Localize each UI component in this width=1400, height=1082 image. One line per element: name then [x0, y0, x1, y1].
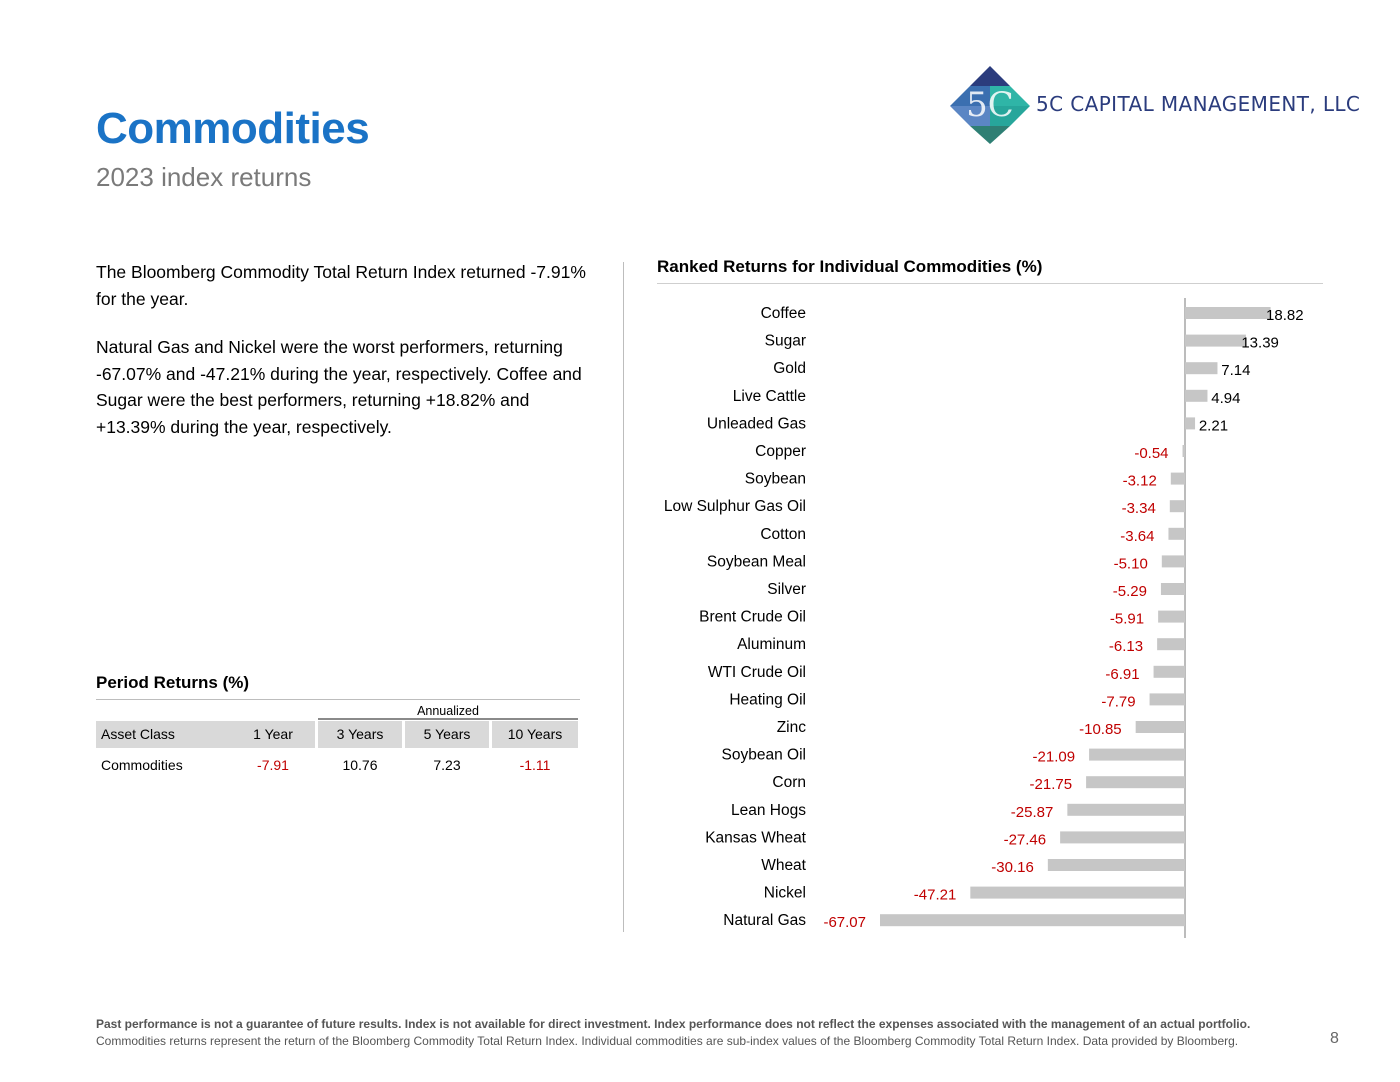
chart-data-label: -3.64	[1120, 527, 1155, 545]
logo-glyph: 5C	[966, 85, 1014, 125]
column-divider	[623, 262, 624, 932]
footer-disclaimer: Past performance is not a guarantee of future results. Index is not available for direct investment. Index performance does not reflect the expenses associated with the management of an actual portfolio.	[96, 1017, 1251, 1031]
intro-paragraph-1: The Bloomberg Commodity Total Return Index returned -7.91% for the year.	[96, 262, 586, 309]
page-title: Commodities	[96, 104, 370, 153]
chart-data-label: -27.46	[1003, 831, 1047, 849]
chart-category-label: Aluminum	[737, 636, 806, 654]
chart-category-label: Soybean Meal	[706, 553, 806, 571]
chart-category-label: Heating Oil	[729, 691, 806, 709]
chart-data-label: -6.13	[1108, 638, 1144, 656]
chart-category-label: Coffee	[760, 305, 806, 322]
chart-bar	[1171, 473, 1185, 485]
chart-data-label: 4.94	[1211, 389, 1241, 407]
chart-category-label: Soybean	[744, 470, 806, 488]
chart-bar	[1185, 335, 1246, 347]
chart-category-label: Kansas Wheat	[705, 829, 806, 847]
page-subtitle: 2023 index returns	[96, 162, 312, 192]
row-asset-class: Commodities	[101, 757, 183, 773]
chart-data-label: -3.12	[1122, 472, 1157, 490]
chart-bar	[1060, 831, 1185, 843]
chart-bar	[1185, 390, 1207, 402]
footer-note: Commodities returns represent the return of the Bloomberg Commodity Total Return Index. Individual commodities are sub-index values of the Bloomberg Commodity Total Return Index. Data provided by Bloomberg.	[96, 1034, 1239, 1048]
chart-bar	[1185, 362, 1217, 374]
chart-category-label: Soybean Oil	[721, 746, 806, 764]
chart-category-label: Wheat	[761, 857, 806, 874]
chart-category-label: Silver	[767, 581, 806, 598]
chart-title-rule	[657, 283, 1323, 284]
chart-title: Ranked Returns for Individual Commodities (%)	[657, 257, 1043, 276]
chart-data-label: 7.14	[1221, 362, 1251, 380]
chart-bar	[1158, 611, 1185, 623]
chart-category-label: Gold	[773, 360, 806, 378]
chart-bar	[970, 887, 1185, 899]
intro-paragraph-2: Natural Gas and Nickel were the worst performers, returning -67.07% and -47.21% during the year, respectively. Coffee and Sugar were the best performers, returning +18.82% and +13.39% during the year, respectively.	[96, 337, 582, 437]
chart-bar	[1185, 307, 1271, 319]
chart-bar	[1089, 749, 1185, 761]
company-name: 5C CAPITAL MANAGEMENT, LLC	[1036, 92, 1361, 116]
chart-bar	[1168, 528, 1185, 540]
chart-category-label: Sugar	[764, 332, 806, 350]
annualized-label: Annualized	[417, 704, 479, 718]
chart-data-label: -30.16	[991, 859, 1034, 876]
chart-bar	[1185, 417, 1195, 429]
chart-bar	[1086, 776, 1185, 788]
chart-data-label: -67.07	[823, 914, 866, 932]
chart-bar	[1162, 555, 1185, 567]
row-3-years: 10.76	[342, 757, 378, 773]
chart-data-label: -6.91	[1105, 665, 1140, 683]
chart-data-label: -5.29	[1112, 583, 1147, 600]
chart-category-label: Live Cattle	[732, 387, 806, 405]
header-3-years: 3 Years	[318, 721, 402, 748]
row-10-years: -1.11	[519, 757, 551, 773]
chart-category-label: WTI Crude Oil	[707, 663, 806, 681]
chart-data-label: -21.75	[1029, 776, 1073, 794]
chart-bar	[1048, 859, 1185, 871]
period-returns-rule	[96, 699, 580, 700]
chart-bar	[1161, 583, 1185, 595]
chart-category-label: Unleaded Gas	[706, 415, 806, 433]
chart-category-label: Brent Crude Oil	[699, 608, 806, 626]
row-1-year: -7.91	[257, 757, 289, 773]
chart-data-label: -25.87	[1010, 803, 1054, 821]
chart-category-label: Copper	[755, 443, 806, 460]
chart-category-label: Cotton	[760, 525, 806, 543]
chart-category-label: Natural Gas	[723, 912, 806, 930]
chart-bar	[880, 914, 1185, 926]
header-5-years: 5 Years	[405, 721, 489, 748]
annualized-rule	[318, 718, 578, 720]
row-5-years: 7.23	[433, 757, 461, 773]
chart-data-label: -47.21	[913, 886, 957, 904]
chart-data-label: 2.21	[1198, 417, 1229, 435]
chart-bar	[1150, 693, 1185, 705]
chart-bar	[1157, 638, 1185, 650]
chart-data-label: 13.39	[1241, 334, 1279, 352]
chart-category-label: Corn	[772, 774, 806, 792]
chart-bar	[1183, 445, 1185, 457]
header-1-year: 1 Year	[231, 721, 315, 748]
chart-data-label: -10.85	[1079, 721, 1122, 738]
ranked-returns-chart	[650, 298, 1350, 938]
chart-data-label: -3.34	[1121, 500, 1156, 518]
page-number: 8	[1330, 1030, 1339, 1047]
company-logo-icon	[948, 64, 1032, 144]
period-returns-title: Period Returns (%)	[96, 673, 250, 692]
chart-data-label: -0.54	[1134, 445, 1169, 462]
chart-data-label: -21.09	[1032, 748, 1076, 766]
chart-bar	[1067, 804, 1185, 816]
chart-category-label: Nickel	[763, 884, 806, 902]
chart-category-label: Low Sulphur Gas Oil	[663, 498, 806, 516]
header-asset-class: Asset Class	[96, 721, 233, 748]
chart-bar	[1170, 500, 1185, 512]
chart-bar	[1136, 721, 1185, 733]
chart-data-label: -7.79	[1101, 693, 1136, 711]
chart-bar	[1154, 666, 1185, 678]
chart-data-label: -5.10	[1113, 555, 1148, 573]
chart-category-label: Zinc	[776, 719, 806, 736]
chart-data-label: 18.82	[1266, 307, 1304, 324]
header-10-years: 10 Years	[492, 721, 578, 748]
chart-category-label: Lean Hogs	[731, 801, 806, 819]
chart-data-label: -5.91	[1109, 610, 1145, 628]
